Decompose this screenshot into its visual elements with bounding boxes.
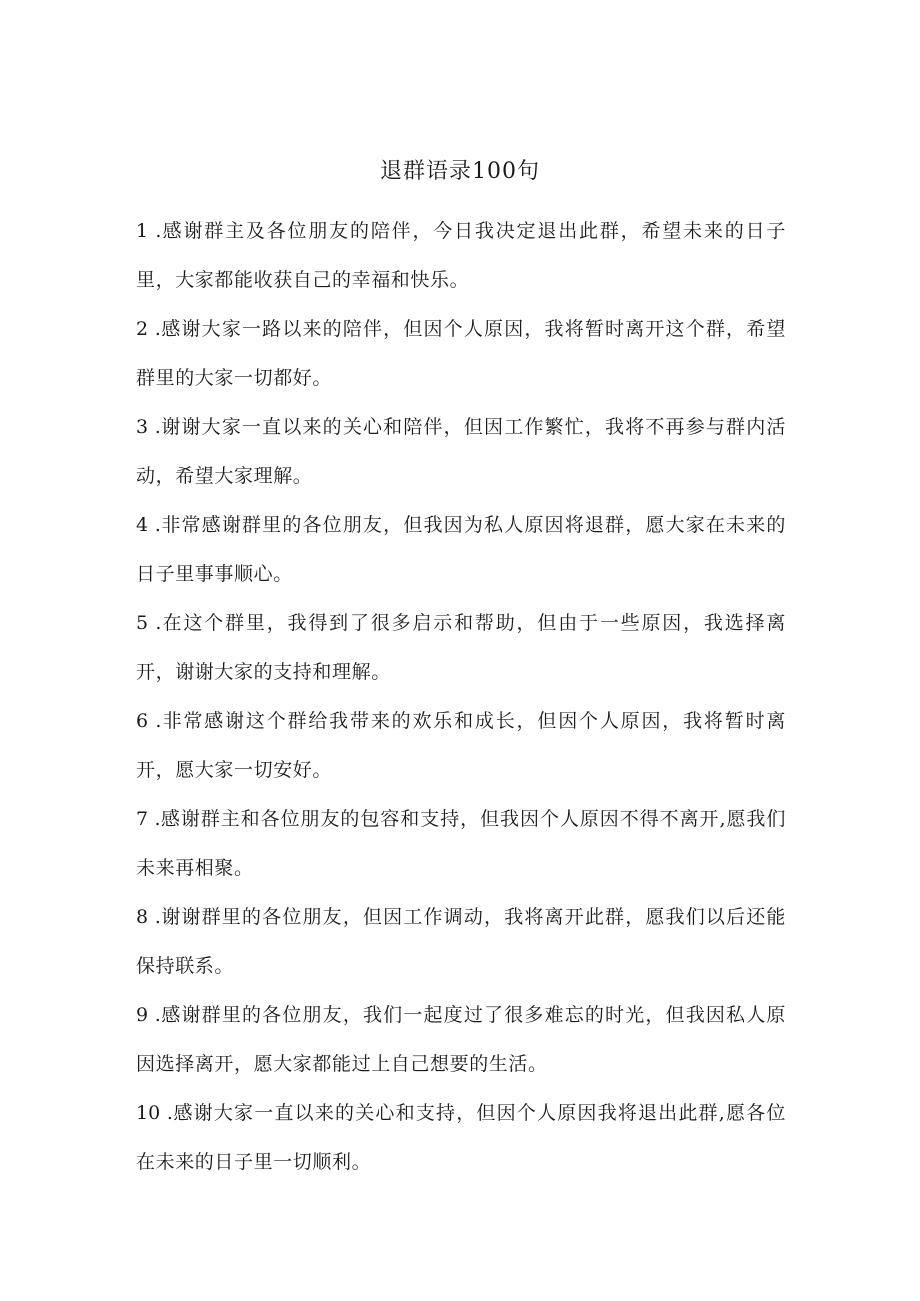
list-item: 8 .谢谢群里的各位朋友，但因工作调动，我将离开此群，愿我们以后还能保持联系。 xyxy=(136,906,786,977)
item-text: 感谢大家一路以来的陪伴，但因个人原因，我将暂时离开这个群，希望群里的大家一切都好。 xyxy=(136,318,786,389)
list-item: 5 .在这个群里，我得到了很多启示和帮助，但由于一些原因，我选择离开，谢谢大家的支持和理解。 xyxy=(136,612,786,683)
item-number: 5 xyxy=(136,612,149,634)
item-number: 1 xyxy=(136,220,149,242)
item-text: 非常感谢这个群给我带来的欢乐和成长，但因个人原因，我将暂时离开，愿大家一切安好。 xyxy=(136,710,786,781)
item-number: 8 xyxy=(136,906,149,928)
item-text: 非常感谢群里的各位朋友，但我因为私人原因将退群，愿大家在未来的日子里事事顺心。 xyxy=(136,514,786,585)
item-number: 10 xyxy=(136,1102,161,1124)
item-text: 谢谢群里的各位朋友，但因工作调动，我将离开此群，愿我们以后还能保持联系。 xyxy=(136,906,786,977)
list-item: 9 .感谢群里的各位朋友，我们一起度过了很多难忘的时光，但我因私人原因选择离开，愿大家都能过上自己想要的生活。 xyxy=(136,1004,786,1075)
item-number: 9 xyxy=(136,1004,149,1026)
item-number: 4 xyxy=(136,514,149,536)
list-item: 10 .感谢大家一直以来的关心和支持，但因个人原因我将退出此群,愿各位在未来的日子里一切顺利。 xyxy=(136,1102,786,1173)
item-number: 2 xyxy=(136,318,149,340)
item-number: 6 xyxy=(136,710,149,732)
item-text: 谢谢大家一直以来的关心和陪伴，但因工作繁忙，我将不再参与群内活动，希望大家理解。 xyxy=(136,416,786,487)
list-item: 6 .非常感谢这个群给我带来的欢乐和成长，但因个人原因，我将暂时离开，愿大家一切安好。 xyxy=(136,710,786,781)
item-number: 7 xyxy=(136,808,149,830)
item-text: 感谢群主及各位朋友的陪伴，今日我决定退出此群，希望未来的日子里，大家都能收获自己的幸福和快乐。 xyxy=(136,220,786,291)
item-text: 感谢大家一直以来的关心和支持，但因个人原因我将退出此群,愿各位在未来的日子里一切顺利。 xyxy=(136,1102,786,1173)
list-item: 3 .谢谢大家一直以来的关心和陪伴，但因工作繁忙，我将不再参与群内活动，希望大家理解。 xyxy=(136,416,786,487)
list-item: 1 .感谢群主及各位朋友的陪伴，今日我决定退出此群，希望未来的日子里，大家都能收获自己的幸福和快乐。 xyxy=(136,220,786,291)
quote-list xyxy=(136,207,786,1187)
page-title: 退群语录100句 xyxy=(380,159,540,184)
list-item: 4 .非常感谢群里的各位朋友，但我因为私人原因将退群，愿大家在未来的日子里事事顺心。 xyxy=(136,514,786,585)
item-text: 感谢群主和各位朋友的包容和支持，但我因个人原因不得不离开,愿我们未来再相聚。 xyxy=(136,808,786,879)
list-item: 2 .感谢大家一路以来的陪伴，但因个人原因，我将暂时离开这个群，希望群里的大家一切都好。 xyxy=(136,318,786,389)
item-text: 感谢群里的各位朋友，我们一起度过了很多难忘的时光，但我因私人原因选择离开，愿大家都能过上自己想要的生活。 xyxy=(136,1004,786,1075)
list-item: 7 .感谢群主和各位朋友的包容和支持，但我因个人原因不得不离开,愿我们未来再相聚。 xyxy=(136,808,786,879)
item-text: 在这个群里，我得到了很多启示和帮助，但由于一些原因，我选择离开，谢谢大家的支持和理解。 xyxy=(136,612,786,683)
item-number: 3 xyxy=(136,416,149,438)
